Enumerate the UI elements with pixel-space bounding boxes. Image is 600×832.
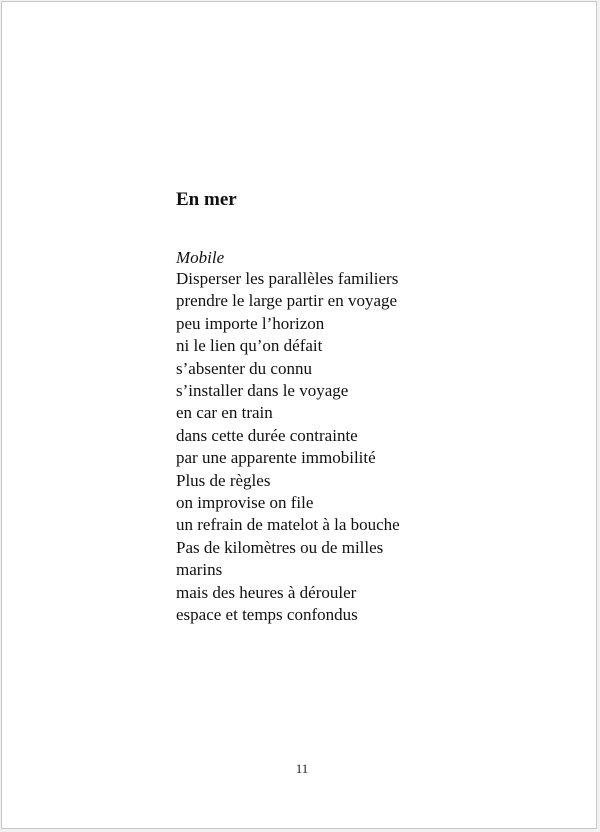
poem-line: Plus de règles [176,470,271,490]
poem-line: espace et temps confondus [176,605,358,625]
poem-title: En mer [176,189,237,210]
poem-line: dans cette durée contrainte [176,425,358,445]
poem-subtitle: Mobile [176,248,225,267]
poem-line: Disperser les parallèles familiers [176,269,399,288]
poem-line: mais des heures à dérouler [176,582,357,602]
poem-line: Pas de kilomètres ou de milles [176,537,384,557]
poem-line: en car en train [176,403,273,423]
poem-body [176,268,400,627]
poem-line: un refrain de matelot à la bouche [176,515,400,535]
poem-line: s’absenter du connu [176,358,312,378]
poem-line: prendre le large partir en voyage [176,291,398,311]
page-number: 11 [295,761,309,776]
poem-line: s’installer dans le voyage [176,381,349,401]
poem-line: marins [176,560,223,580]
poem-line: ni le lien qu’on défait [176,336,323,356]
poem-line: par une apparente immobilité [176,448,376,468]
book-page [1,1,597,829]
poem-line: on improvise on file [176,493,314,513]
poem-line: peu importe l’horizon [176,313,325,333]
